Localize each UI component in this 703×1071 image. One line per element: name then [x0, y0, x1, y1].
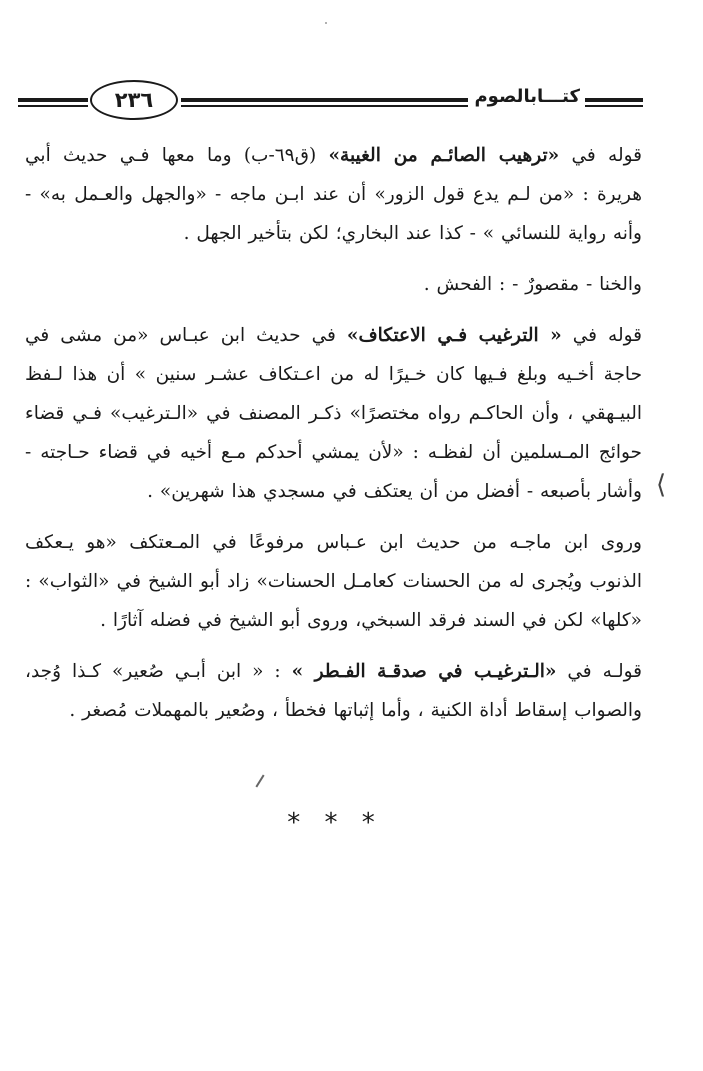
text-segment: وأشار بأصبعه - أفضل من أن يعتكف في مسجدي هذا شهرين» . — [147, 481, 642, 502]
text-segment: هريرة : «من لـم يدع قول الزور» أن عند ابـن ماجه - «والجهل والعـمل به» - — [25, 184, 642, 205]
text-line — [25, 355, 642, 394]
stray-pen-mark — [255, 775, 264, 788]
text-line — [25, 523, 642, 562]
page-number: ٢٣٦ — [90, 80, 178, 120]
text-segment: في حديث ابن عبـاس «من مشى في — [25, 325, 347, 346]
text-line — [25, 175, 642, 214]
paragraph — [25, 652, 642, 730]
paragraph — [25, 316, 642, 511]
text-segment: حوائج المـسلمين أن لفظـه : «لأن يمشي أحدكم مـع أخيه في قضاء حـاجته - — [25, 442, 642, 463]
text-segment: والخنا - مقصورٌ - : الفحش . — [423, 274, 642, 295]
running-header — [18, 78, 643, 128]
bold-title-segment: «الـترغيـب في صدقـة الفـطر » — [291, 661, 557, 682]
text-line — [25, 562, 642, 601]
text-segment: قوله في — [561, 325, 642, 346]
text-line — [25, 214, 642, 253]
text-segment: : « ابن أبـي صُعير» كـذا وُجد، — [25, 661, 292, 682]
text-line — [25, 136, 642, 175]
text-line — [25, 652, 642, 691]
text-segment: وروى ابن ماجـه من حديث ابن عـباس مرفوعًا في المـعتكف «هو يـعكف — [25, 532, 642, 553]
text-line — [25, 691, 642, 730]
text-line — [25, 265, 642, 304]
margin-mark: ⟩ — [656, 470, 667, 500]
text-segment: «كلها» لكن في السند فرقد السبخي، وروى أبو الشيخ في فضله آثارًا . — [100, 610, 642, 631]
header-rule-right — [585, 98, 643, 102]
text-segment: البيـهقي ، وأن الحاكـم رواه مختصرًا» ذكـر المصنف في «الـترغيب» فـي قضاء — [25, 403, 642, 424]
text-segment: حاجة أخـيه وبلغ فـيها كان خـيرًا له من اعـتكاف عشـر سنين » أن هذا لـفظ — [25, 364, 642, 385]
paragraph — [25, 265, 642, 304]
paragraph — [25, 136, 642, 253]
paragraph — [25, 523, 642, 640]
text-line — [25, 601, 642, 640]
body-text — [25, 136, 642, 742]
text-segment: قوله في — [559, 145, 642, 166]
text-segment: الذنوب ويُجرى له من الحسنات كعامـل الحسنات» زاد أبو الشيخ في «الثواب» : — [25, 571, 642, 592]
header-rule-middle — [181, 98, 468, 102]
bold-title-segment: «ترهيب الصائـم من الغيبة» — [328, 145, 560, 166]
text-line — [25, 394, 642, 433]
text-line — [25, 433, 642, 472]
text-segment: قولـه في — [556, 661, 642, 682]
text-segment: والصواب إسقاط أداة الكنية ، وأما إثباتها فخطأ ، وصُعير بالمهملات مُصغر . — [69, 700, 642, 721]
text-segment: وأنه رواية للنسائي » - كذا عند البخاري؛ لكن بتأخير الجهل . — [183, 223, 642, 244]
text-line — [25, 316, 642, 355]
text-line — [25, 472, 642, 511]
text-segment: (ق٦٩-ب) وما معها فـي حديث أبي — [25, 145, 329, 166]
chapter-title: كتـــابالصوم — [474, 86, 580, 107]
section-end-ornament: * * * — [287, 808, 383, 838]
header-rule-left — [18, 98, 88, 102]
bold-title-segment: « الترغيب فـي الاعتكاف» — [346, 325, 562, 346]
scan-speck — [325, 22, 327, 24]
